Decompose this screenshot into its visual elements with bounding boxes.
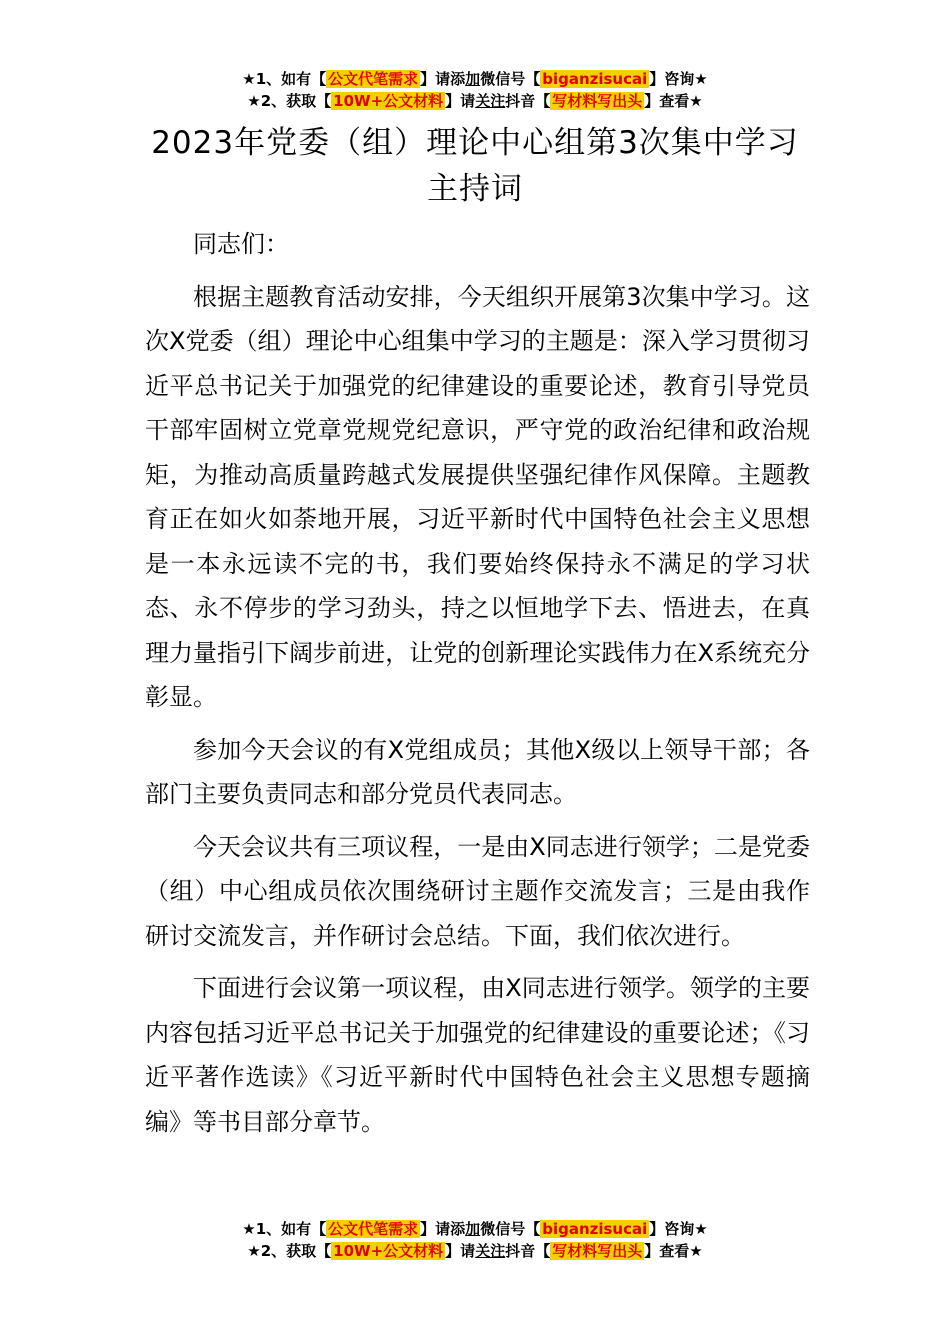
highlight-douyin: 写材料写出头 xyxy=(552,1242,643,1260)
paragraph: 下面进行会议第一项议程，由X同志进行领学。领学的主要内容包括习近平总书记关于加强党的纪律建设的重要论述；《习近平著作选读》《习近平新时代中国特色社会主义思想专题摘编》等书目部分章节。 xyxy=(145,974,810,1136)
highlight-materials: 10W+公文材料 xyxy=(333,92,444,110)
highlight-service: 公文代笔需求 xyxy=(328,1220,419,1238)
highlight-wechat-id: biganzisucai xyxy=(542,70,648,88)
star-icon: ★ xyxy=(247,92,261,110)
paragraph: 今天会议共有三项议程，一是由X同志进行领学；二是党委（组）中心组成员依次围绕研讨主题作交流发言；三是由我作研讨交流发言，并作研讨会总结。下面，我们依次进行。 xyxy=(145,832,810,950)
star-icon: ★ xyxy=(694,70,708,88)
star-icon: ★ xyxy=(689,1242,703,1260)
highlight-materials: 10W+公文材料 xyxy=(333,1242,444,1260)
footer-banner xyxy=(0,1218,950,1262)
star-icon: ★ xyxy=(689,92,703,110)
star-icon: ★ xyxy=(247,1242,261,1260)
banner-line-1: ★1、如有【 公文代笔需求 】请添加微信号【 biganzisucai 】咨询★ xyxy=(242,1220,708,1238)
paragraph: 参加今天会议的有X党组成员；其他X级以上领导干部；各部门主要负责同志和部分党员代表同志。 xyxy=(145,735,810,808)
banner-line-2: ★2、获取【 10W+公文材料 】请关注抖音【 写材料写出头 】查看★ xyxy=(247,92,703,110)
highlight-wechat-id: biganzisucai xyxy=(542,1220,648,1238)
banner-line-2: ★2、获取【 10W+公文材料 】请关注抖音【 写材料写出头 】查看★ xyxy=(247,1242,703,1260)
highlight-douyin: 写材料写出头 xyxy=(552,92,643,110)
highlight-service: 公文代笔需求 xyxy=(328,70,419,88)
header-banner xyxy=(0,68,950,112)
document-title: 2023年党委（组）理论中心组第3次集中学习主持词 xyxy=(151,125,799,207)
salutation: 同志们： xyxy=(193,230,289,258)
star-icon: ★ xyxy=(694,1220,708,1238)
banner-line-1: ★1、如有【 公文代笔需求 】请添加微信号【 biganzisucai 】咨询★ xyxy=(242,70,708,88)
paragraph: 根据主题教育活动安排，今天组织开展第3次集中学习。这次X党委（组）理论中心组集中学习的主题是：深入学习贯彻习近平总书记关于加强党的纪律建设的重要论述，教育引导党员干部牢固树立党章党规党纪意识，严守党的政治纪律和政治规矩，为推动高质量跨越式发展提供坚强纪律作风保障。主题教育正在如火如荼地开展，习近平新时代中国特色社会主义思想是一本永远读不完的书，我们要始终保持永不满足的学习状态、永不停步的学习劲头，持之以恒地学下去、悟进去，在真理力量指引下阔步前进，让党的创新理论实践伟力在X系统充分彰显。 xyxy=(145,282,810,711)
star-icon: ★ xyxy=(242,70,256,88)
document-body xyxy=(145,222,810,1152)
star-icon: ★ xyxy=(242,1220,256,1238)
